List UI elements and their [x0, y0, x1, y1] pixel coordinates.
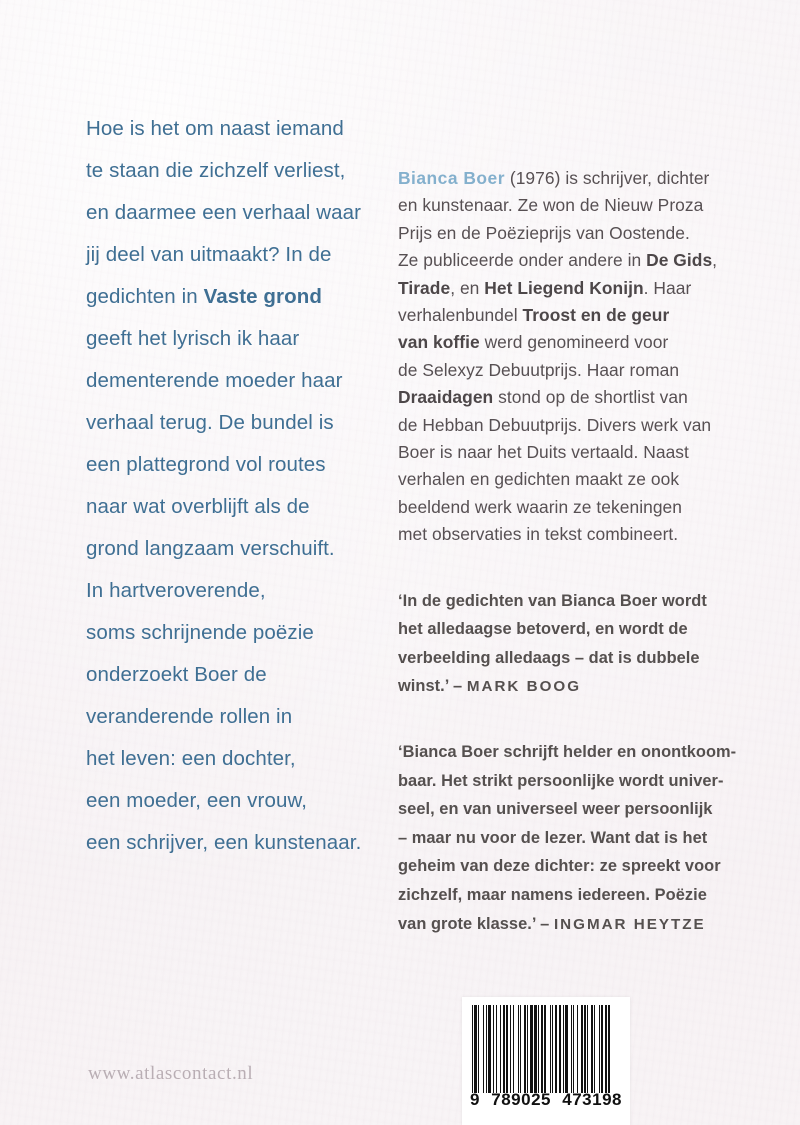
blurb-line-text: gedichten in	[86, 285, 204, 308]
author-name: Bianca Boer	[398, 168, 505, 188]
blurb-line: grond langzaam verschuift.	[86, 537, 335, 560]
quote-line: ‘Bianca Boer schrijft helder en onontkoom-	[398, 743, 737, 762]
bio-text: de Selexyz Debuutprijs. Haar roman	[398, 359, 680, 380]
bio-text: (1976) is schrijver, dichter	[504, 168, 710, 188]
bio-work-title: Het Liegend Konijn	[484, 277, 644, 298]
bio-text: verhalen en gedichten maakt ze ook	[398, 469, 680, 490]
quote-line: geheim van deze dichter: ze spreekt voor	[398, 857, 721, 876]
quote-ingmar-heytze	[398, 738, 737, 939]
bio-line	[398, 275, 718, 302]
blurb-line-with-title	[86, 276, 386, 318]
quote-line-text: winst.’ –	[398, 677, 467, 696]
blurb-line: te staan die zichzelf verliest,	[86, 159, 346, 182]
blurb-line: naar wat overblijft als de	[86, 495, 310, 518]
blurb-line: een plattegrond vol routes	[86, 453, 326, 476]
blurb-line: In hartveroverende,	[86, 579, 266, 602]
quote-line: baar. Het strikt persoonlijke wordt univer-	[398, 771, 724, 790]
bio-text: . Haar	[643, 277, 692, 298]
bio-line	[398, 247, 718, 274]
bio-work-title: De Gids	[646, 250, 713, 271]
bio-line	[398, 302, 718, 329]
bio-text: Boer is naar het Duits vertaald. Naast	[398, 442, 689, 463]
blurb-line: het leven: een dochter,	[86, 747, 296, 770]
bio-work-title: Tirade	[398, 277, 451, 298]
quote-line: seel, en van universeel weer persoonlijk	[398, 800, 713, 819]
quote-line: – maar nu voor de lezer. Want dat is het	[398, 828, 708, 847]
bio-line	[398, 384, 718, 411]
bio-text: stond op de shortlist van	[493, 387, 688, 408]
blurb-line: onderzoekt Boer de	[86, 663, 267, 686]
blurb-line: veranderende rollen in	[86, 705, 293, 728]
blurb-text	[86, 108, 386, 864]
right-column	[398, 165, 737, 939]
barcode-digits	[468, 1090, 624, 1110]
bio-line	[398, 466, 718, 493]
quote-attribution: INGMAR HEYTZE	[553, 915, 706, 933]
blurb-line: Hoe is het om naast iemand	[86, 117, 344, 140]
quote-last-line	[398, 672, 718, 702]
blurb-line: een moeder, een vrouw,	[86, 789, 308, 812]
isbn-barcode	[462, 997, 630, 1125]
blurb-line: geeft het lyrisch ik haar	[86, 327, 300, 350]
blurb-line: en daarmee een verhaal waar	[86, 201, 362, 224]
bio-line	[398, 439, 718, 466]
quote-line: zichzelf, maar namens iedereen. Poëzie	[398, 886, 707, 905]
bio-line	[398, 165, 718, 192]
blurb-line: verhaal terug. De bundel is	[86, 411, 334, 434]
quote-line: ‘In de gedichten van Bianca Boer wordt	[398, 591, 707, 610]
bio-line	[398, 412, 718, 439]
bio-text: met observaties in tekst combineert.	[398, 524, 679, 545]
bio-text: Prijs en de Poëzieprijs van Oostende.	[398, 222, 690, 243]
blurb-line: dementerende moeder haar	[86, 369, 343, 392]
blurb-line: soms schrijnende poëzie	[86, 621, 314, 644]
bio-work-title: Draaidagen	[398, 387, 494, 408]
bio-line	[398, 220, 718, 247]
barcode-bars	[472, 1005, 622, 1093]
bio-work-title: van koffie	[398, 332, 480, 353]
barcode-digit-group: 789025	[491, 1090, 551, 1109]
bio-text: verhalenbundel	[398, 305, 523, 326]
bio-text: ,	[712, 250, 718, 271]
blurb-line: een schrijver, een kunstenaar.	[86, 831, 362, 854]
bio-work-title: Troost en de geur	[522, 305, 670, 326]
author-bio	[398, 165, 718, 549]
quote-line-text: van grote klasse.’ –	[398, 914, 554, 933]
bio-text: beeldend werk waarin ze tekeningen	[398, 496, 683, 517]
barcode-digit-group: 473198	[562, 1090, 622, 1109]
bio-line	[398, 329, 718, 356]
barcode-digit-group: 9	[470, 1090, 480, 1109]
bio-text: en kunstenaar. Ze won de Nieuw Proza	[398, 195, 704, 216]
blurb-line: jij deel van uitmaakt? In de	[86, 243, 332, 266]
barcode-space	[610, 1005, 611, 1093]
bio-line	[398, 357, 718, 384]
publisher-url[interactable]: www.atlascontact.nl	[88, 1063, 254, 1084]
bio-text: werd genomineerd voor	[479, 332, 669, 353]
quote-line: het alledaagse betoverd, en wordt de	[398, 620, 688, 639]
bio-text: Ze publiceerde onder andere in	[398, 250, 647, 271]
bio-line	[398, 192, 718, 219]
quote-line: verbeelding alledaags – dat is dubbele	[398, 648, 700, 667]
bio-line	[398, 521, 718, 548]
bio-text: , en	[450, 277, 485, 298]
bio-text: de Hebban Debuutprijs. Divers werk van	[398, 414, 712, 435]
bio-line	[398, 494, 718, 521]
book-title-emphasis: Vaste grond	[203, 285, 322, 308]
quote-last-line	[398, 910, 718, 940]
quote-mark-boog	[398, 587, 718, 702]
quote-attribution: MARK BOOG	[466, 678, 582, 696]
